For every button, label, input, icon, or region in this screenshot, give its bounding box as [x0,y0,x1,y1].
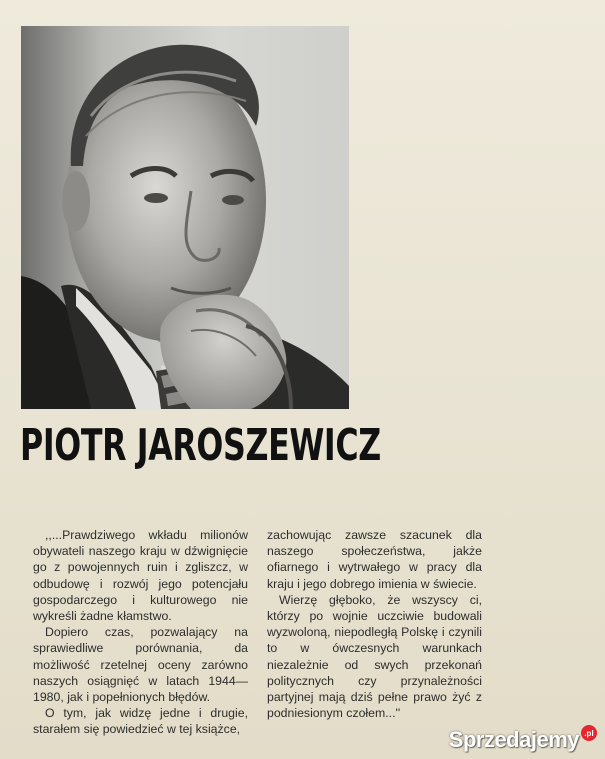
quote-left-column [33,527,248,738]
quote-paragraph: Dopiero czas, pozwalający na sprawiedliwe porównania, da możliwość rzetelnej oceny zarówno naszych osiągnięć w latach 1944—1980, jak i popełnionych błędów. [33,625,248,705]
quote-paragraph: O tym, jak widzę jedne i drugie, starałem się powiedzieć w tej książce, [33,706,248,737]
quote-right-column [267,527,482,721]
sprzedajemy-watermark [449,727,597,753]
quote-paragraph: Wierzę głęboko, że wszyscy ci, którzy po wojnie uczciwie budowali wyzwoloną, niepodległą Polskę i czynili to w ówczesnych warunkach niezależnie od swych przekonań politycznych czy przynależności partyjnej mają dziś pełne prawo żyć z podniesionym czołem...'' [267,592,482,721]
author-portrait-photo [21,26,349,409]
quote-paragraph: zachowując zawsze szacunek dla naszego społeczeństwa, jakże ofiarnego i wytrwałego w pracy dla kraju i jego dobrego imienia w świecie. [267,528,482,591]
watermark-badge: .pl [581,725,597,741]
quote-paragraph: ,,...Prawdziwego wkładu milionów obywateli naszego kraju w dźwignięcie go z powojennych ruin i zgliszcz, w odbudowę i rozwój jego potencjału gospodarczego i kulturowego nie wykreśli żadne kłamstwo. [33,528,248,624]
watermark-text: Sprzedajemy [448,727,579,752]
portrait-image [21,26,349,409]
author-name-heading: PIOTR JAROSZEWICZ [20,420,381,471]
